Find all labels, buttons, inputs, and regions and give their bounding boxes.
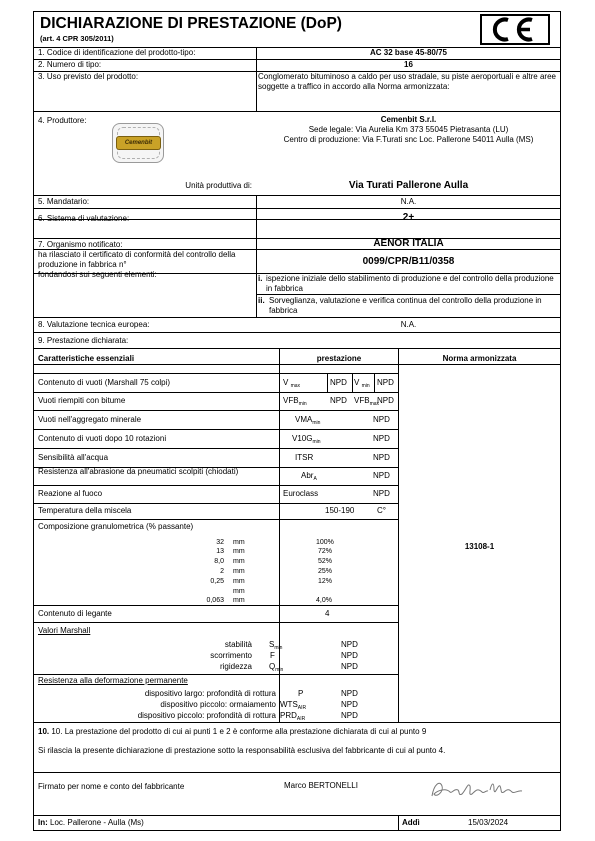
dop-document (33, 11, 561, 831)
v10g-value: NPD (373, 434, 390, 443)
sieve-passing: 4,0% (316, 597, 332, 604)
date-label: Addì (402, 818, 420, 827)
element-i-text: ispezione iniziale dello stabilimento di produzione e del controllo della produzione in fabbrica (266, 274, 554, 293)
row5-label: 5. Mandatario: (38, 197, 90, 206)
mix-temperature-label: Temperatura della miscela (38, 506, 132, 515)
row8-label: 8. Valutazione tecnica europea: (38, 320, 150, 329)
production-unit-label: Unità produttiva di: (185, 181, 252, 190)
document-subtitle: (art. 4 CPR 305/2011) (40, 34, 114, 43)
itsr-symbol: ITSR (295, 453, 314, 462)
row9-label: 9. Prestazione dichiarata: (38, 336, 129, 345)
date-value: 15/03/2024 (468, 818, 509, 827)
product-code: AC 32 base 45-80/75 (370, 48, 447, 57)
document-title: DICHIARAZIONE DI PRESTAZIONE (DoP) (40, 15, 342, 32)
sieve-unit: mm (233, 548, 245, 555)
conformity-statement: 10. 10. La prestazione del prodotto di cui ai punti 1 e 2 è conforme alla prestazione dichiarata di cui al punto 9 (38, 727, 427, 736)
grading-label: Composizione granulometrica (% passante) (38, 522, 194, 531)
vma-symbol: $VMA_{min}$ (295, 415, 321, 426)
producer-name: Cemenbit S.r.l. (380, 115, 437, 124)
vfb-min-value: NPD (330, 396, 347, 405)
intended-use: Conglomerato bituminoso a caldo per uso stradale, su piste aeroportuali e altre aree soggette a traffico in accordo alla Norma armonizzata: (258, 72, 556, 91)
water-sensitivity-label: Sensibilità all'acqua (38, 453, 109, 462)
vma-label: Vuoti nell'aggregato minerale (38, 415, 142, 424)
row7-label: 7. Organismo notificato: (38, 240, 123, 249)
flow-symbol: F (270, 651, 275, 660)
stiffness-label: rigidezza (219, 662, 252, 671)
sieve-unit: mm (233, 588, 245, 595)
company-logo-text: Cemenbit (124, 140, 153, 146)
row2-label: 2. Numero di tipo: (38, 60, 102, 69)
sieve-size: 32 (216, 539, 224, 546)
sieve-passing: 72% (318, 548, 333, 555)
sieve-unit: mm (233, 597, 245, 604)
vfb-label: Vuoti riempiti con bitume (38, 396, 126, 405)
stability-symbol: $S_{min}$ (269, 640, 283, 651)
small-device-rutting-label: dispositivo piccolo: ormaiamento (160, 700, 276, 709)
sieve-passing: 12% (318, 578, 333, 585)
based-on-label: fondandosi sui seguenti elementi: (38, 270, 157, 279)
binder-content-value: 4 (325, 609, 330, 618)
element-ii-text: Sorveglianza, valutazione e verifica continua del controllo della produzione in fabbrica (269, 296, 542, 315)
abrasion-value: NPD (373, 471, 390, 480)
type-number: 16 (404, 60, 413, 69)
large-device-value: NPD (341, 689, 358, 698)
mix-temperature-value: 150-190 (325, 506, 355, 515)
row6-label: 6. Sistema di valutazione: (38, 214, 130, 223)
row3-label: 3. Uso previsto del prodotto: (38, 72, 139, 81)
small-device-depth-label: dispositivo piccolo: profondità di rottura (137, 711, 276, 720)
stiffness-value: NPD (341, 662, 358, 671)
signed-by-label: Firmato per nome e conto del fabbricante (38, 782, 185, 791)
ce-mark (480, 14, 550, 45)
abrasion-symbol: Abr$_A$ (301, 471, 317, 482)
small-device-depth-value: NPD (341, 711, 358, 720)
voids-max-symbol: V $_{max}$ (283, 378, 301, 389)
voids-min-symbol: V $_{min}$ (354, 378, 370, 389)
header-essential-characteristics: Caratteristiche essenziali (38, 354, 135, 363)
vma-value: NPD (373, 415, 390, 424)
row1-label: 1. Codice di identificazione del prodotto-tipo: (38, 48, 196, 57)
vfb-max-symbol: $VFB_{max}$ (354, 396, 380, 407)
euroclass-symbol: Euroclass (283, 489, 319, 498)
responsibility-statement: Si rilascia la presente dichiarazione di prestazione sotto la responsabilità esclusiva del fabbricante di cui al punto 4. (38, 746, 446, 755)
certificate-number: 0099/CPR/B11/0358 (362, 256, 455, 267)
v10g-label: Contenuto di vuoti dopo 10 rotazioni (38, 434, 167, 443)
company-logo (112, 123, 164, 163)
sieve-size: 8,0 (214, 558, 224, 565)
ce-mark-icon (482, 16, 548, 43)
sieve-size: 2 (220, 568, 224, 575)
producer-legal-seat: Sede legale: Via Aurelia Km 373 55045 Pietrasanta (LU) (308, 125, 509, 134)
vfb-min-symbol: $VFB_{min}$ (283, 396, 307, 407)
sieve-size: 0,25 (210, 578, 224, 585)
voids-max-value: NPD (330, 378, 347, 387)
abrasion-label: Resistenza all'abrasione da pneumatici scolpiti (chiodati) (38, 467, 239, 476)
mandatary: N.A. (400, 197, 417, 206)
stiffness-symbol: $Q_{min}$ (269, 662, 284, 673)
evaluation-system: 2+ (402, 212, 415, 223)
v10g-symbol: $V10G_{min}$ (292, 434, 321, 445)
binder-content-label: Contenuto di legante (38, 609, 112, 618)
small-device-rutting-value: NPD (341, 700, 358, 709)
flow-label: scorrimento (210, 651, 252, 660)
harmonized-standard-value: 13108-1 (464, 542, 495, 551)
vfb-max-value: NPD (377, 396, 394, 405)
sieve-passing: 100% (316, 539, 334, 546)
notified-body: AENOR ITALIA (373, 238, 444, 249)
production-unit: Via Turati Pallerone Aulla (348, 180, 469, 191)
flow-value: NPD (341, 651, 358, 660)
marshall-label: Valori Marshall (38, 626, 91, 635)
header-harmonized-standard: Norma armonizzata (442, 354, 517, 363)
itsr-value: NPD (373, 453, 390, 462)
sieve-unit: mm (233, 568, 245, 575)
stability-label: stabilità (224, 640, 252, 649)
sieve-passing: 52% (318, 558, 333, 565)
small-device-rutting-symbol: $WTS_{AIR}$ (280, 700, 307, 711)
european-technical-assessment: N.A. (400, 320, 417, 329)
sieve-unit: mm (233, 558, 245, 565)
sieve-unit: mm (233, 578, 245, 585)
voids-label: Contenuto di vuoti (Marshall 75 colpi) (38, 378, 171, 387)
large-device-symbol: P (298, 689, 304, 698)
large-device-label: dispositivo largo: profondità di rottura (144, 689, 276, 698)
stability-value: NPD (341, 640, 358, 649)
place-field: In: Loc. Pallerone - Aulla (Ms) (38, 818, 144, 827)
mix-temperature-unit: C° (377, 506, 386, 515)
sieve-passing: 25% (318, 568, 333, 575)
fire-reaction-value: NPD (373, 489, 390, 498)
header-performance: prestazione (316, 354, 362, 363)
sieve-size: 13 (216, 548, 224, 555)
sieve-unit: mm (233, 539, 245, 546)
signature-icon (428, 776, 528, 804)
element-i-number: i. (258, 274, 263, 283)
sieve-size: 0,063 (206, 597, 224, 604)
fire-reaction-label: Reazione al fuoco (38, 489, 103, 498)
element-ii-number: ii. (258, 296, 265, 305)
voids-min-value: NPD (377, 378, 394, 387)
certificate-label: ha rilasciato il certificato di conformità del controllo della produzione in fabbrica n° (38, 250, 236, 269)
row4-label: 4. Produttore: (38, 116, 87, 125)
signer-name: Marco BERTONELLI (284, 781, 358, 790)
deformation-label: Resistenza alla deformazione permanente (38, 676, 188, 685)
small-device-depth-symbol: $PRD_{AIR}$ (280, 711, 306, 722)
producer-plant: Centro di produzione: Via F.Turati snc Loc. Pallerone 54011 Aulla (MS) (283, 135, 534, 144)
